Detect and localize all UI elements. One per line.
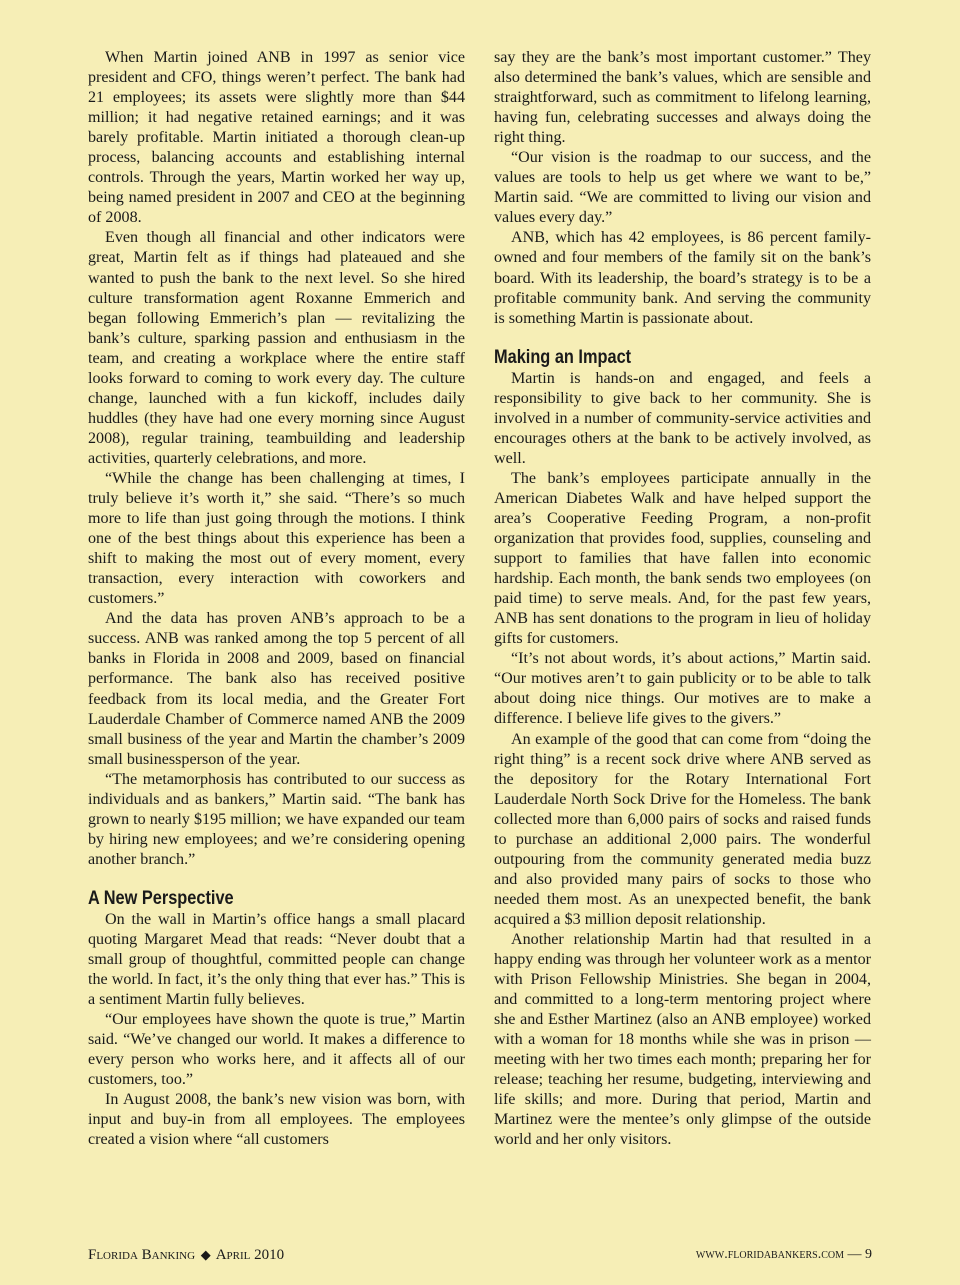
right-column [494, 48, 871, 1150]
body-paragraph: say they are the bank’s most important customer.” They also determined the bank’s values, which are sensible and straightforward, such as commitment to lifelong learning, having fun, celebrating successes and always doing the right thing. [494, 49, 871, 147]
page-number: 9 [865, 1247, 872, 1262]
body-paragraph: An example of the good that can come from “doing the right thing” is a recent sock drive where ANB served as the depository for the Rotary International Fort Lauderdale North Sock Drive for the Homeless. The bank collected more than 6,000 pairs of socks and raised funds to purchase an additional 2,000 pairs. The wonderful outpouring from the community generated media buzz and also provided many pairs of socks to those who needed them most. As an unexpected benefit, the bank acquired a $3 million deposit relationship. [494, 730, 871, 928]
body-paragraph: Even though all financial and other indicators were great, Martin felt as if things had plateaued and she wanted to push the bank to the next level. So she hired culture transformation agent Roxanne Emmerich and began following Emmerich’s plan — revitalizing the bank’s culture, sparking passion and enthusiasm in the team, and creating a workplace where the entire staff looks forward to coming to work every day. The culture change, launched with a fun kickoff, includes daily huddles (they have had one every morning since August 2008), regular training, teambuilding and leadership activities, quarterly celebrations, and more. [88, 229, 465, 467]
page-separator: — [847, 1247, 862, 1262]
body-paragraph: Another relationship Martin had that resulted in a happy ending was through her volunteer work as a mentor with Prison Fellowship Ministries. She began in 2004, and committed to a long-term mentoring project where she and Esther Martinez (also an ANB employee) worked with a woman for 18 months while she was in prison — meeting with her two times each month; preparing her for release; teaching her resume, budgeting, interviewing and life skills; and more. During that period, Martin and Martinez were the mentee’s only glimpse of the outside world and her only visitors. [494, 930, 871, 1149]
left-column [88, 48, 465, 1150]
section-heading-making-an-impact: Making an Impact [494, 346, 632, 368]
publication-name: Florida Banking [88, 1247, 196, 1263]
footer-publication [88, 1246, 284, 1264]
body-paragraph: “While the change has been challenging at times, I truly believe it’s worth it,” she said. “There’s so much more to life than just going through the motions. I think one of the best things about this experience has been a shift to making the most out of every moment, every transaction, every interaction with coworkers and customers.” [88, 469, 465, 608]
body-paragraph: Martin is hands-on and engaged, and feels a responsibility to give back to her community. She is involved in a number of community-service activities and encourages others at the bank to be actively involved, as well. [494, 369, 871, 467]
body-paragraph: ANB, which has 42 employees, is 86 percent family-owned and four members of the family sit on the bank’s board. With its leadership, the board’s strategy is to be a profitable community bank. And serving the community is something Martin is passionate about. [494, 229, 871, 327]
body-paragraph: “Our employees have shown the quote is true,” Martin said. “We’ve changed our world. It makes a difference to every person who works here, and it affects all of our customers, too.” [88, 1011, 465, 1089]
body-paragraph: On the wall in Martin’s office hangs a small placard quoting Margaret Mead that reads: “Never doubt that a small group of thoughtful, committed people can change the world. In fact, it’s the only thing that ever has.” This is a sentiment Martin fully believes. [88, 910, 465, 1009]
section-heading-new-perspective: A New Perspective [88, 887, 234, 909]
body-paragraph: “Our vision is the roadmap to our success, and the values are tools to help us get where we want to be,” Martin said. “We are committed to living our vision and values every day.” [494, 149, 871, 227]
body-paragraph: When Martin joined ANB in 1997 as senior vice president and CFO, things weren’t perfect. The bank had 21 employees; its assets were slightly more than $44 million; it had negative retained earnings; and it was barely profitable. Martin initiated a thorough clean-up process, balancing accounts and establishing internal controls. Through the years, Martin worked her way up, being named president in 2007 and CEO at the beginning of 2008. [88, 49, 465, 227]
body-paragraph: The bank’s employees participate annually in the American Diabetes Walk and have helped support the area’s Cooperative Feeding Program, a non-profit organization that provides food, supplies, counseling and support to families that have fallen into economic hardship. Each month, the bank sends two employees (on paid time) to serve meals. And, for the past few years, ANB has sent donations to the program in lieu of holiday gifts for customers. [494, 469, 871, 648]
body-paragraph: In August 2008, the bank’s new vision was born, with input and buy-in from all employees. The employees created a vision where “all customers [88, 1091, 465, 1149]
body-paragraph: “The metamorphosis has contributed to our success as individuals and as bankers,” Martin said. “The bank has grown to nearly $195 million; we have expanded our team by hiring new employees; and we’re considering opening another branch.” [88, 770, 465, 868]
diamond-separator-icon: ◆ [200, 1247, 211, 1262]
website-url: www.floridabankers.com [695, 1247, 844, 1262]
body-paragraph: And the data has proven ANB’s approach to be a success. ANB was ranked among the top 5 percent of all banks in Florida in 2008 and 2009, based on financial performance. The bank also has received positive feedback from its local media, and the Greater Fort Lauderdale Chamber of Commerce named ANB the 2009 small business of the year and Martin the chamber’s 2009 small businessperson of the year. [88, 610, 465, 768]
issue-date: April 2010 [215, 1247, 285, 1263]
footer-page-info [696, 1246, 872, 1264]
body-paragraph: “It’s not about words, it’s about actions,” Martin said. “Our motives aren’t to gain publicity or to be able to talk about doing nice things. Our motives are to make a difference. I believe life gives to the givers.” [494, 650, 871, 728]
